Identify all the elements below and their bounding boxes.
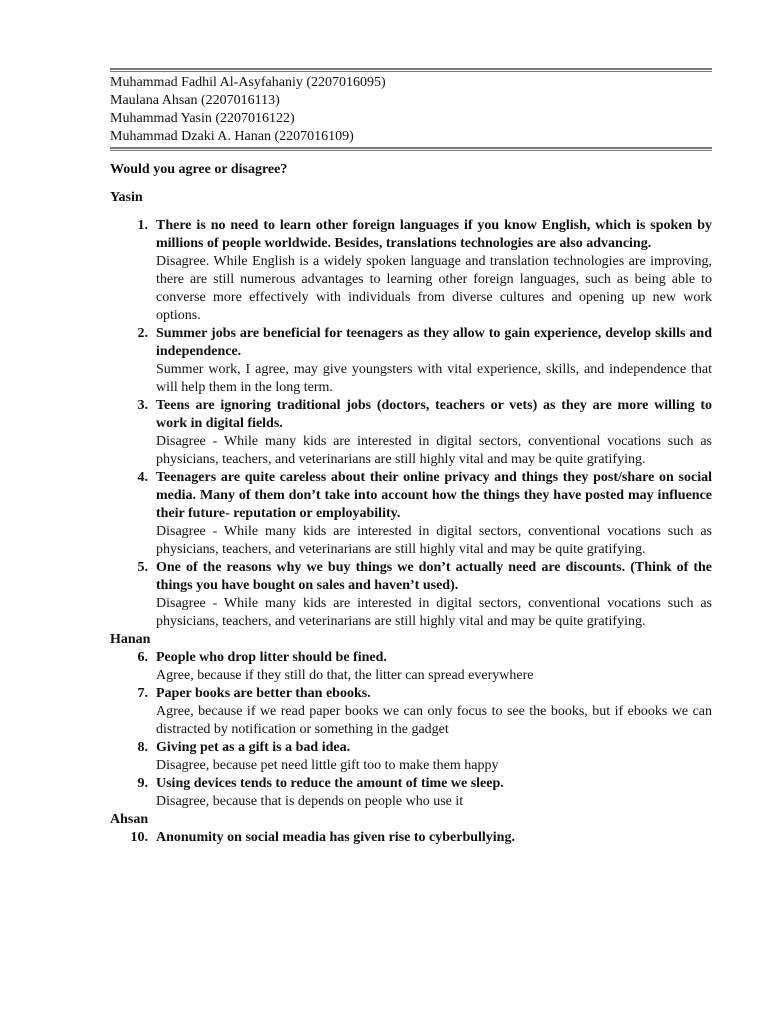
item-answer: Agree, because if we read paper books we can only focus to see the books, but if ebooks we can distracted by notification or something in the gadget: [156, 704, 712, 737]
item-prompt: One of the reasons why we buy things we don’t actually need are discounts. (Think of the things you have bought on sales and haven’t used).: [156, 560, 712, 593]
item-prompt: Giving pet as a gift is a bad idea.: [156, 740, 351, 755]
item-number: 8.: [137, 740, 148, 755]
item-list-yasin: [110, 217, 712, 631]
author-name: Muhammad Dzaki A. Hanan (2207016109): [110, 129, 354, 144]
item-answer: Summer work, I agree, may give youngsters with vital experience, skills, and independence that will help them in the long term.: [156, 362, 712, 395]
document-page: [110, 68, 712, 847]
item-number: 4.: [137, 470, 148, 485]
item-number: 2.: [137, 326, 148, 341]
item-number: 1.: [137, 218, 148, 233]
item-answer: Agree, because if they still do that, the litter can spread everywhere: [156, 668, 534, 683]
list-item: [110, 775, 712, 811]
item-answer: Disagree - While many kids are interested in digital sectors, conventional vocations such as physicians, teachers, and veterinarians are still highly vital and may be quite gratifying.: [156, 434, 712, 467]
list-item: [110, 217, 712, 325]
list-item: [110, 469, 712, 559]
item-number: 6.: [137, 650, 148, 665]
list-item: [110, 829, 712, 847]
author-name: Muhammad Yasin (2207016122): [110, 111, 295, 126]
item-number: 5.: [137, 560, 148, 575]
item-answer: Disagree - While many kids are interested in digital sectors, conventional vocations such as physicians, teachers, and veterinarians are still highly vital and may be quite gratifying.: [156, 524, 712, 557]
question-heading: Would you agree or disagree?: [110, 162, 288, 177]
item-number: 9.: [137, 776, 148, 791]
item-prompt: Teenagers are quite careless about their online privacy and things they post/share on social media. Many of them don’t take into account how the things they have posted may influence their future- reputation or employability.: [156, 470, 712, 521]
speaker-heading-hanan: Hanan: [110, 632, 151, 647]
item-number: 3.: [137, 398, 148, 413]
speaker-heading-ahsan: Ahsan: [110, 812, 149, 827]
item-prompt: Teens are ignoring traditional jobs (doctors, teachers or vets) as they are more willing to work in digital fields.: [156, 398, 712, 431]
item-prompt: Paper books are better than ebooks.: [156, 686, 371, 701]
author-name: Muhammad Fadhil Al-Asyfahaniy (2207016095): [110, 75, 386, 90]
header-rule-top: [110, 68, 712, 72]
list-item: [110, 397, 712, 469]
list-item: [110, 649, 712, 685]
list-item: [110, 325, 712, 397]
item-answer: Disagree - While many kids are interested in digital sectors, conventional vocations such as physicians, teachers, and veterinarians are still highly vital and may be quite gratifying.: [156, 596, 712, 629]
list-item: [110, 739, 712, 775]
item-answer: Disagree. While English is a widely spoken language and translation technologies are improving, there are still numerous advantages to learning other foreign languages, such as being able to converse more effectively with individuals from diverse cultures and opening up new work options.: [156, 254, 712, 323]
item-prompt: Summer jobs are beneficial for teenagers as they allow to gain experience, develop skills and independence.: [156, 326, 712, 359]
author-name: Maulana Ahsan (2207016113): [110, 93, 280, 108]
item-number: 7.: [137, 686, 148, 701]
item-prompt: People who drop litter should be fined.: [156, 650, 387, 665]
item-answer: Disagree, because that is depends on people who use it: [156, 794, 464, 809]
item-list-hanan: [110, 649, 712, 811]
item-prompt: Using devices tends to reduce the amount of time we sleep.: [156, 776, 504, 791]
item-answer: Disagree, because pet need little gift too to make them happy: [156, 758, 499, 773]
list-item: [110, 559, 712, 631]
item-list-ahsan: [110, 829, 712, 847]
header-rule-bottom: [110, 147, 712, 151]
item-number: 10.: [130, 830, 148, 845]
list-item: [110, 685, 712, 739]
item-prompt: Anonumity on social meadia has given rise to cyberbullying.: [156, 830, 515, 845]
item-prompt: There is no need to learn other foreign languages if you know English, which is spoken by millions of people worldwide. Besides, translations technologies are also advancing.: [156, 218, 712, 251]
speaker-heading-yasin: Yasin: [110, 190, 143, 205]
author-list: [110, 74, 712, 146]
